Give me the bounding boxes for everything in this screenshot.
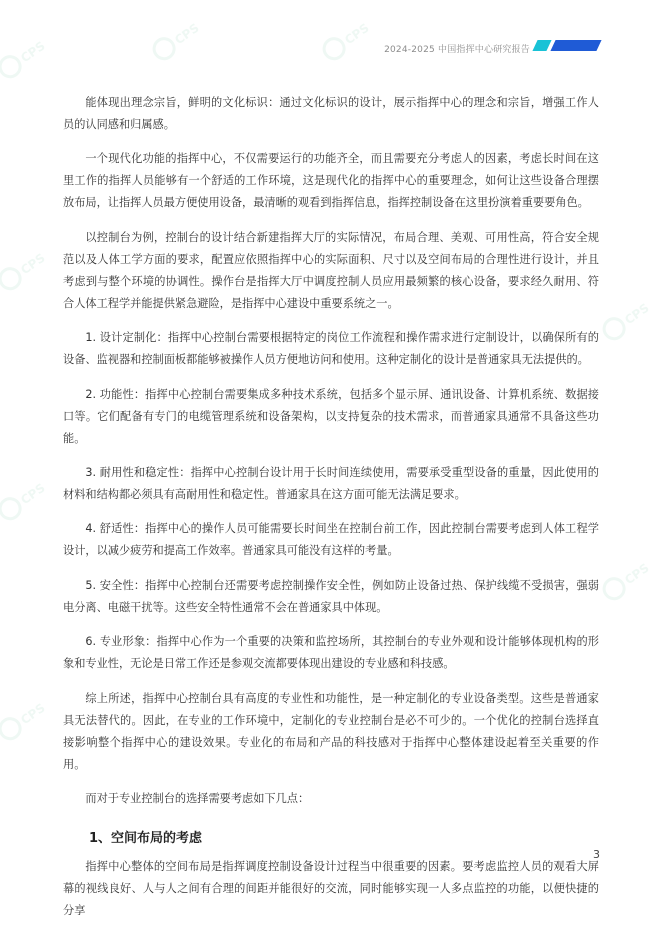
watermark-logo [594, 286, 662, 353]
paragraph: 以控制台为例，控制台的设计结合新建指挥大厅的实际情况，布局合理、美观、可用性高，符合安全规范以及人体工学方面的要求，配置应依照指挥中心的实际面积、尺寸以及空间布局的合理性进行设计，并且考虑到与整个环境的协调性。操作台是指挥大厅中调度控制人员应用最频繁的核心设备，要求经久耐用、符合人体工程学并能提供紧急避险，是指挥中心建设中重要系统之一。 [63, 230, 599, 310]
svg-text:CPS: CPS [18, 250, 48, 278]
header-accent-blue [550, 40, 601, 51]
section-heading: 1、空间布局的考虑 [89, 830, 203, 846]
page-number: 3 [593, 848, 600, 861]
watermark-logo [314, 6, 386, 73]
svg-text:CPS: CPS [172, 20, 202, 48]
list-item-functionality: 2. 功能性：指挥中心控制台需要集成多种技术系统，包括多个显示屏、通讯设备、计算机系统、数据接口等。它们配备有专门的电缆管理系统和设备架构，以支持复杂的技术需求，而普通家具通常不具备这些功能。 [63, 387, 599, 445]
watermark-logo [0, 24, 62, 91]
document-body [63, 92, 599, 934]
watermark-logo [594, 546, 662, 613]
section-paragraph: 指挥中心整体的空间布局是指挥调度控制设备设计过程当中很重要的因素。要考虑监控人员的观看大屏幕的视线良好、人与人之间有合理的间距并能很好的交流，同时能够实现一人多点监控的功能，以便快捷的分享 [63, 859, 599, 917]
report-header-title: 2024-2025 中国指挥中心研究报告 [384, 45, 530, 55]
header-accent-cyan [532, 40, 551, 51]
svg-text:CPS: CPS [342, 20, 372, 48]
paragraph: 一个现代化功能的指挥中心，不仅需要运行的功能齐全，而且需要充分考虑人的因素，考虑长时间在这里工作的指挥人员能够有一个舒适的工作环境，这是现代化的指挥中心的重要理念，如何让这些设备合理摆放布局，让指挥人员最方便使用设备，最清晰的观看到指挥信息，指挥控制设备在这里扮演着重要要角色。 [63, 152, 599, 210]
list-item-durability: 3. 耐用性和稳定性：指挥中心控制台设计用于长时间连续使用，需要承受重型设备的重量，因此使用的材料和结构都必须具有高耐用性和稳定性。普通家具在这方面可能无法满足要求。 [63, 465, 599, 501]
paragraph-summary: 综上所述，指挥中心控制台具有高度的专业性和功能性，是一种定制化的专业设备类型。这些是普通家具无法替代的。因此，在专业的工作环境中，定制化的专业控制台是必不可少的。一个优化的控制台选择直接影响整个指挥中心的建设效果。专业化的布局和产品的科技感对于指挥中心整体建设起着至关重要的作用。 [63, 691, 599, 771]
watermark-logo [0, 236, 62, 303]
watermark-logo [144, 6, 216, 73]
svg-text:CPS: CPS [18, 38, 48, 66]
svg-text:CPS: CPS [18, 480, 48, 508]
svg-text:CPS: CPS [622, 560, 652, 588]
watermark-logo [0, 686, 62, 753]
list-item-customization: 1. 设计定制化：指挥中心控制台需要根据特定的岗位工作流程和操作需求进行定制设计，以确保所有的设备、监视器和控制面板都能够被操作人员方便地访问和使用。这种定制化的设计是普通家具无法提供的。 [63, 331, 599, 367]
list-item-comfort: 4. 舒适性：指挥中心的操作人员可能需要长时间坐在控制台前工作，因此控制台需要考虑到人体工程学设计，以减少疲劳和提高工作效率。普通家具可能没有这样的考量。 [63, 522, 599, 558]
list-item-professional-image: 6. 专业形象：指挥中心作为一个重要的决策和监控场所，其控制台的专业外观和设计能够体现机构的形象和专业性，无论是日常工作还是参观交流都要体现出建设的专业感和科技感。 [63, 635, 599, 671]
paragraph-intro-points: 而对于专业控制台的选择需要考虑如下几点： [85, 791, 310, 805]
paragraph-continued: 能体现出理念宗旨，鲜明的文化标识：通过文化标识的设计，展示指挥中心的理念和宗旨，增强工作人员的认同感和归属感。 [63, 96, 599, 131]
list-item-safety: 5. 安全性：指挥中心控制台还需要考虑控制操作安全性，例如防止设备过热、保护线缆不受损害，强弱电分离、电磁干扰等。这些安全特性通常不会在普通家具中体现。 [63, 578, 599, 614]
svg-text:CPS: CPS [622, 300, 652, 328]
watermark-logo [0, 466, 62, 533]
svg-text:CPS: CPS [18, 700, 48, 728]
